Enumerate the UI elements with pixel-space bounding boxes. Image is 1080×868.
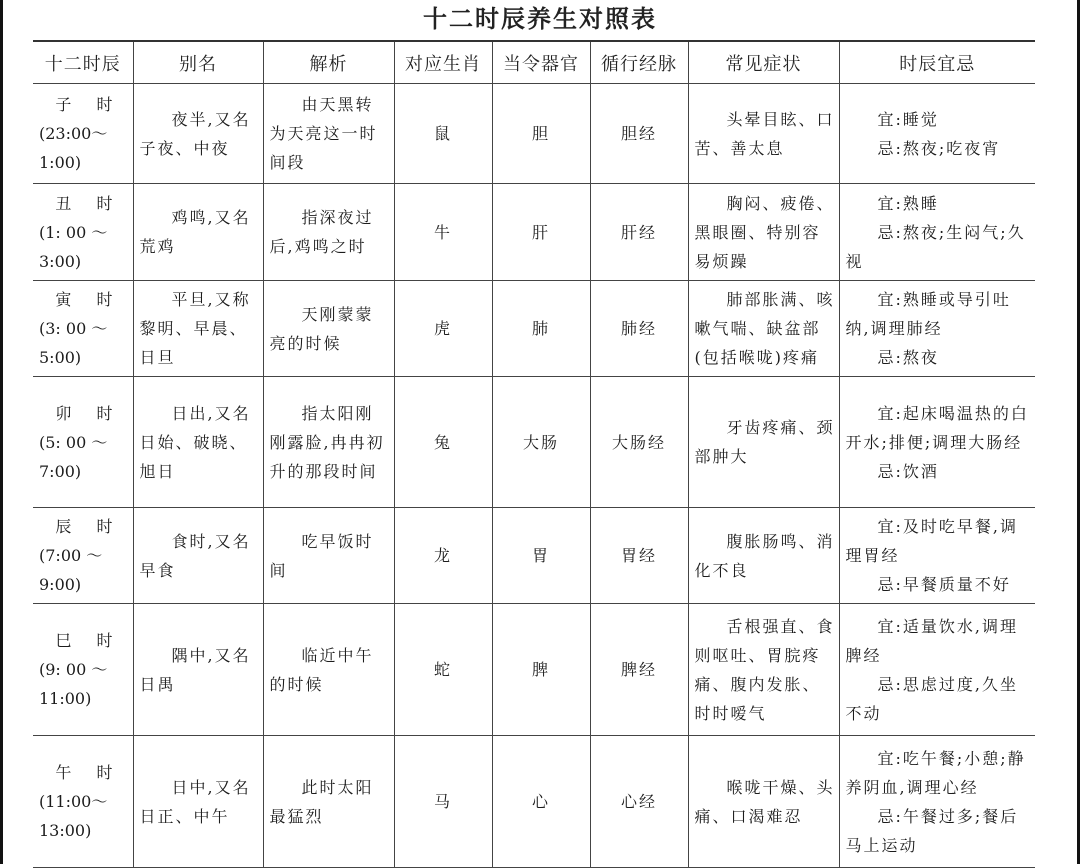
shichen-health-table (33, 40, 1035, 868)
symptoms-cell (688, 84, 839, 184)
meridian-cell: 肝经 (590, 184, 688, 281)
table-row (33, 508, 1035, 604)
shichen-name: 子 时 (55, 95, 123, 114)
header-shichen: 十二时辰 (33, 41, 133, 84)
alias-cell (133, 184, 263, 281)
analysis-text: 临近中午的时候 (269, 645, 374, 694)
zodiac-cell: 龙 (394, 508, 492, 604)
yiji-cell (839, 736, 1035, 868)
organ-cell: 大肠 (492, 377, 590, 508)
alias-cell (133, 604, 263, 736)
shichen-name: 午 时 (55, 763, 123, 782)
time-range-end: 13:00) (39, 821, 92, 840)
header-yiji: 时辰宜忌 (839, 41, 1035, 84)
meridian-cell: 脾经 (590, 604, 688, 736)
time-range-end: 1:00) (39, 153, 82, 172)
yiji-cell (839, 281, 1035, 377)
symptoms-cell (688, 377, 839, 508)
analysis-text: 此时太阳最猛烈 (269, 777, 374, 826)
header-zodiac: 对应生肖 (394, 41, 492, 84)
page-title: 十二时辰养生对照表 (423, 5, 657, 33)
table-row (33, 281, 1035, 377)
alias-text: 鸡鸣,又名荒鸡 (139, 208, 251, 256)
meridian-cell: 胆经 (590, 84, 688, 184)
analysis-cell (263, 377, 394, 508)
yi-text: 宜:睡觉 (877, 109, 939, 129)
shichen-cell (33, 736, 133, 868)
meridian-cell: 胃经 (590, 508, 688, 604)
shichen-name: 丑 时 (55, 193, 123, 213)
header-alias: 别名 (133, 41, 263, 84)
header-organ: 当令器官 (492, 41, 590, 84)
organ-cell: 胆 (492, 84, 590, 184)
shichen-cell (33, 508, 133, 604)
symptoms-text: 肺部胀满、咳嗽气喘、缺盆部(包括喉咙)疼痛 (694, 290, 835, 367)
time-range-start: (5: 00 ～ (39, 432, 108, 452)
time-range-end: 11:00) (39, 689, 92, 708)
alias-cell (133, 377, 263, 508)
shichen-name: 卯 时 (55, 403, 123, 423)
table-row (33, 84, 1035, 184)
symptoms-cell (688, 184, 839, 281)
time-range-start: (1: 00 ～ (39, 222, 108, 242)
shichen-name: 巳 时 (55, 631, 123, 650)
time-range-start: (9: 00 ～ (39, 660, 108, 679)
organ-cell: 胃 (492, 508, 590, 604)
shichen-name: 寅 时 (55, 290, 123, 309)
ji-text: 忌:饮酒 (877, 461, 939, 481)
zodiac-cell: 兔 (394, 377, 492, 508)
symptoms-cell (688, 281, 839, 377)
analysis-cell (263, 281, 394, 377)
symptoms-text: 腹胀肠鸣、消化不良 (694, 531, 835, 580)
yi-text: 宜:熟睡 (877, 193, 939, 213)
ji-text: 忌:思虑过度,久坐不动 (845, 674, 1018, 723)
zodiac-cell: 马 (394, 736, 492, 868)
time-range-start: (7:00 ～ (39, 546, 103, 565)
symptoms-text: 喉咙干燥、头痛、口渴难忍 (694, 777, 835, 826)
table-row (33, 736, 1035, 868)
table-row (33, 184, 1035, 281)
analysis-text: 由天黑转为天亮这一时间段 (269, 95, 378, 172)
ji-text: 忌:熬夜;吃夜宵 (877, 138, 1001, 158)
yiji-cell (839, 508, 1035, 604)
analysis-text: 指太阳刚刚露脸,冉冉初升的那段时间 (269, 403, 385, 481)
time-range-start: (3: 00 ～ (39, 319, 108, 338)
alias-text: 日中,又名日正、中午 (139, 777, 251, 826)
yi-text: 宜:熟睡或导引吐纳,调理肺经 (845, 290, 1011, 338)
left-frame-edge (0, 0, 3, 864)
organ-cell: 肺 (492, 281, 590, 377)
alias-cell (133, 508, 263, 604)
time-range-end: 7:00) (39, 461, 82, 481)
symptoms-cell (688, 508, 839, 604)
time-range-end: 3:00) (39, 251, 82, 271)
alias-text: 日出,又名日始、破晓、旭日 (139, 403, 251, 481)
alias-text: 夜半,又名子夜、中夜 (139, 109, 251, 158)
symptoms-cell (688, 604, 839, 736)
analysis-cell (263, 736, 394, 868)
shichen-cell (33, 84, 133, 184)
analysis-cell (263, 184, 394, 281)
yiji-cell (839, 604, 1035, 736)
alias-text: 食时,又名早食 (139, 531, 251, 580)
table-row (33, 604, 1035, 736)
shichen-cell (33, 377, 133, 508)
symptoms-cell (688, 736, 839, 868)
time-range-end: 5:00) (39, 348, 82, 367)
meridian-cell: 心经 (590, 736, 688, 868)
table-row (33, 377, 1035, 508)
meridian-cell: 大肠经 (590, 377, 688, 508)
organ-cell: 脾 (492, 604, 590, 736)
symptoms-text: 头晕目眩、口苦、善太息 (694, 109, 835, 158)
yiji-cell (839, 377, 1035, 508)
header-analysis: 解析 (263, 41, 394, 84)
time-range-start: (11:00～ (39, 792, 108, 811)
ji-text: 忌:早餐质量不好 (877, 575, 1011, 594)
meridian-cell: 肺经 (590, 281, 688, 377)
symptoms-text: 胸闷、疲倦、黑眼圈、特别容易烦躁 (694, 193, 835, 271)
time-range-start: (23:00～ (39, 124, 108, 143)
analysis-cell (263, 508, 394, 604)
shichen-cell (33, 281, 133, 377)
alias-text: 平旦,又称黎明、早晨、日旦 (139, 290, 251, 367)
yi-text: 宜:适量饮水,调理脾经 (845, 616, 1018, 665)
zodiac-cell: 鼠 (394, 84, 492, 184)
yiji-cell (839, 84, 1035, 184)
yiji-cell (839, 184, 1035, 281)
organ-cell: 肝 (492, 184, 590, 281)
analysis-text: 天刚蒙蒙亮的时候 (269, 304, 374, 353)
organ-cell: 心 (492, 736, 590, 868)
shichen-cell (33, 604, 133, 736)
yi-text: 宜:起床喝温热的白开水;排便;调理大肠经 (845, 403, 1029, 452)
zodiac-cell: 蛇 (394, 604, 492, 736)
zodiac-cell: 牛 (394, 184, 492, 281)
analysis-cell (263, 604, 394, 736)
shichen-name: 辰 时 (55, 517, 123, 536)
ji-text: 忌:午餐过多;餐后马上运动 (845, 806, 1019, 855)
yi-text: 宜:吃午餐;小憩;静养阴血,调理心经 (845, 748, 1026, 797)
alias-cell (133, 736, 263, 868)
time-range-end: 9:00) (39, 575, 82, 594)
alias-text: 隅中,又名日禺 (139, 645, 251, 694)
zodiac-cell: 虎 (394, 281, 492, 377)
analysis-cell (263, 84, 394, 184)
alias-cell (133, 281, 263, 377)
shichen-cell (33, 184, 133, 281)
alias-cell (133, 84, 263, 184)
symptoms-text: 牙齿疼痛、颈部肿大 (694, 418, 835, 466)
symptoms-text: 舌根强直、食则呕吐、胃脘疼痛、腹内发胀、时时嗳气 (694, 616, 835, 723)
analysis-text: 吃早饭时间 (269, 531, 374, 580)
header-row (33, 41, 1035, 84)
yi-text: 宜:及时吃早餐,调理胃经 (845, 517, 1018, 565)
header-meridian: 循行经脉 (590, 41, 688, 84)
ji-text: 忌:熬夜 (877, 348, 939, 367)
ji-text: 忌:熬夜;生闷气;久视 (845, 222, 1026, 271)
analysis-text: 指深夜过后,鸡鸣之时 (269, 208, 374, 256)
header-symptoms: 常见症状 (688, 41, 839, 84)
